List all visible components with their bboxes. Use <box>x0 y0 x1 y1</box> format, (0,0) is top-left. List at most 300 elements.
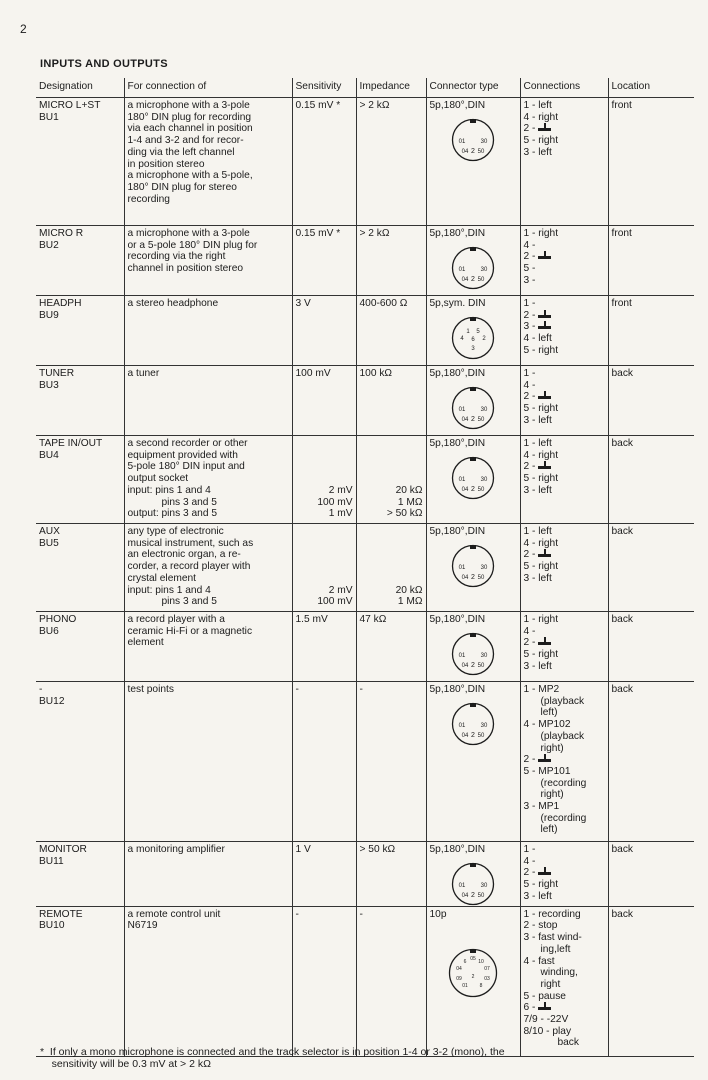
pin-label: 04 <box>461 276 469 283</box>
pin-assignment-text: 3 - left <box>523 484 552 496</box>
connector-type-cell <box>426 842 520 907</box>
pin-label: 2 <box>471 661 475 669</box>
description-line: a tuner <box>127 368 160 379</box>
din-5-pin-connector-icon <box>451 632 495 676</box>
pin-assignment-text: 5 - pause <box>523 990 566 1002</box>
sensitivity-cell <box>292 436 356 524</box>
pin-assignment <box>524 485 605 497</box>
description-line: 180° DIN plug for stereo <box>127 181 237 193</box>
pin-assignment-text: 4 - <box>523 239 536 251</box>
sensitivity-value: - <box>295 908 299 920</box>
sensitivity-value: 100 mV <box>317 596 353 608</box>
description-line: corder, a record player with <box>127 561 251 573</box>
pin-assignment <box>524 240 605 252</box>
connector-type-cell <box>426 296 520 366</box>
pin-assignment <box>524 956 605 968</box>
pin-label: 04 <box>461 732 469 739</box>
table-header-row <box>36 78 694 98</box>
connector-type-cell <box>426 612 520 682</box>
table-row <box>36 296 694 366</box>
pin-assignment-text: 5 - MP101 <box>523 765 571 777</box>
connector-type-label: 5p,180°,DIN <box>429 526 486 537</box>
location-value: back <box>611 684 634 695</box>
pin-assignment <box>524 614 605 626</box>
impedance-cell <box>356 296 426 366</box>
sensitivity-value <box>296 549 353 561</box>
impedance-value: 20 kΩ <box>395 584 423 596</box>
designation-line: BU12 <box>39 695 65 707</box>
designation-line: MICRO R <box>39 228 84 239</box>
impedance-value <box>360 538 423 550</box>
pin-assignment-text: 5 - right <box>523 561 559 573</box>
pin-assignment <box>524 538 605 550</box>
impedance-value: 100 kΩ <box>359 368 393 379</box>
pin-assignment-text: 8/10 - play <box>523 1025 572 1037</box>
connector-type-label: 5p,180°,DIN <box>429 438 486 449</box>
pin-label: 04 <box>461 892 469 899</box>
description-line: 5-pole 180° DIN input and <box>127 461 245 473</box>
impedance-value <box>360 549 423 561</box>
pin-assignment-text: left) <box>523 707 558 719</box>
pin-assignment-text: 4 - MP102 <box>523 719 571 731</box>
location-cell <box>608 296 694 366</box>
sensitivity-value <box>296 573 353 585</box>
description-line: via each channel in position <box>127 123 253 135</box>
pin-assignment <box>524 891 605 903</box>
pin-assignment-text: (playback <box>523 730 585 742</box>
sensitivity-cell <box>292 612 356 682</box>
pin-assignment-text: 5 - <box>523 263 536 275</box>
connection-of-cell <box>124 296 292 366</box>
pin-assignment-text: 4 - fast <box>523 955 555 967</box>
description-line: an electronic organ, a re- <box>127 549 241 561</box>
pin-assignment <box>524 573 605 585</box>
location-cell <box>608 612 694 682</box>
impedance-cell <box>356 436 426 524</box>
impedance-cell <box>356 612 426 682</box>
pin-assignment <box>524 321 605 333</box>
pin-label: 50 <box>477 276 485 283</box>
location-cell <box>608 682 694 842</box>
inputs-outputs-table <box>36 78 694 1057</box>
pin-assignment-text: 3 - fast wind- <box>523 932 582 944</box>
pin-label: 01 <box>458 564 466 571</box>
designation-cell <box>36 682 124 842</box>
pin-assignment-text: 3 - left <box>523 890 552 902</box>
sensitivity-value <box>296 461 353 473</box>
connection-of-cell <box>124 842 292 907</box>
din-5-pin-connector-icon <box>451 544 495 588</box>
pin-label: 8 <box>479 983 483 990</box>
pin-label: 04 <box>461 574 469 581</box>
pin-label: 04 <box>456 966 462 973</box>
ground-icon <box>538 461 551 470</box>
designation-line: BU1 <box>39 111 59 123</box>
pin-assignment-text: 2 - <box>523 754 539 766</box>
pin-label: 50 <box>477 486 485 493</box>
designation-line: BU2 <box>39 239 59 251</box>
impedance-cell <box>356 366 426 436</box>
pin-assignment-text: 2 - <box>523 123 539 135</box>
pin-assignment <box>524 345 605 357</box>
din-5-pin-connector-icon <box>451 316 495 360</box>
description-line: input: pins 1 and 4 <box>127 584 211 596</box>
pin-assignment <box>524 731 605 743</box>
pin-assignment-text: 2 - <box>523 549 539 561</box>
table-row <box>36 226 694 296</box>
designation-cell <box>36 842 124 907</box>
pin-assignment <box>524 1026 605 1038</box>
sensitivity-value: - <box>295 684 299 695</box>
pin-assignment <box>524 1014 605 1026</box>
sensitivity-value: 3 V <box>295 298 311 309</box>
description-line: a microphone with a 3-pole <box>127 228 250 239</box>
pin-assignment <box>524 473 605 485</box>
sensitivity-value <box>296 526 353 538</box>
pin-assignment <box>524 380 605 392</box>
location-value: front <box>611 228 632 239</box>
pin-assignment <box>524 368 605 380</box>
impedance-cell <box>356 842 426 907</box>
ground-icon <box>538 251 551 260</box>
pin-label: 01 <box>458 476 466 483</box>
impedance-cell <box>356 906 426 1056</box>
pin-assignment <box>524 856 605 868</box>
pin-label: 07 <box>484 966 490 973</box>
connector-type-label: 5p,180°,DIN <box>429 228 486 239</box>
pin-assignment <box>524 789 605 801</box>
pin-label: 4 <box>460 335 464 342</box>
pin-assignment-text: 3 - MP1 <box>523 801 560 813</box>
pin-assignment <box>524 310 605 322</box>
pin-label: 30 <box>480 476 488 483</box>
location-cell <box>608 98 694 226</box>
pin-label: 2 <box>471 147 475 155</box>
designation-cell <box>36 296 124 366</box>
connector-type-label: 5p,180°,DIN <box>429 100 486 111</box>
sensitivity-value: 1 V <box>295 844 311 855</box>
description-line: a microphone with a 5-pole, <box>127 170 253 182</box>
pin-assignment-text: 5 - right <box>523 879 559 891</box>
pin-label: 04 <box>461 148 469 155</box>
pin-assignment <box>524 100 605 112</box>
pin-label: 2 <box>471 731 475 739</box>
pin-label: 01 <box>458 722 466 729</box>
pin-assignment-text: 2 - <box>523 867 539 879</box>
ground-icon <box>538 867 551 876</box>
pin-assignment <box>524 649 605 661</box>
pin-assignment-text: 2 - <box>523 309 539 321</box>
description-line: 1-4 and 3-2 and for recor- <box>127 135 244 147</box>
description-line: musical instrument, such as <box>127 537 254 549</box>
designation-line: AUX <box>39 526 60 537</box>
pin-assignment-text: 5 - right <box>523 473 559 485</box>
designation-cell <box>36 226 124 296</box>
pin-label: 2 <box>482 335 486 342</box>
description-line: a record player with a <box>127 614 225 625</box>
footnote <box>40 1046 660 1070</box>
impedance-value <box>360 438 423 450</box>
description-line: pins 3 and 5 <box>127 496 217 508</box>
impedance-cell <box>356 524 426 612</box>
designation-line: - <box>39 684 43 695</box>
designation-line: TUNER <box>39 368 75 379</box>
pin-assignment <box>524 920 605 932</box>
pin-assignment-text: 5 - right <box>523 649 559 661</box>
description-line: ding via the left channel <box>127 146 235 158</box>
table-row <box>36 98 694 226</box>
description-line: a monitoring amplifier <box>127 844 225 855</box>
location-value: back <box>611 908 634 920</box>
pin-assignment <box>524 813 605 825</box>
connector-type-label: 10p <box>429 908 447 920</box>
col-header-impedance: Impedance <box>356 78 426 98</box>
description-line: a microphone with a 3-pole <box>127 100 250 111</box>
pin-assignment-text: back <box>523 1037 579 1049</box>
impedance-value: 400-600 Ω <box>359 298 408 309</box>
sensitivity-value: 1 mV <box>328 508 353 520</box>
impedance-value <box>360 573 423 585</box>
pin-assignment <box>524 549 605 561</box>
description-line: element <box>127 637 164 649</box>
ground-icon <box>538 1002 551 1011</box>
impedance-cell <box>356 226 426 296</box>
location-value: back <box>611 526 634 537</box>
sensitivity-value <box>296 473 353 485</box>
sensitivity-value: 0.15 mV * <box>295 100 341 111</box>
pin-assignment-text: 5 - right <box>523 135 559 147</box>
pin-label: 2 <box>471 485 475 493</box>
pin-assignment-text: right <box>523 978 561 990</box>
din-10-pin-connector-icon <box>448 948 498 998</box>
pin-assignment <box>524 415 605 427</box>
sensitivity-cell <box>292 906 356 1056</box>
pin-label: 3 <box>471 345 475 352</box>
connector-type-cell <box>426 906 520 1056</box>
pin-assignment-text: 4 - <box>523 379 536 391</box>
pin-label: 30 <box>480 882 488 889</box>
pin-label: 5 <box>476 328 480 335</box>
pin-assignment <box>524 561 605 573</box>
pin-assignment-text: 5 - right <box>523 344 559 356</box>
pin-assignment-text: 2 - <box>523 637 539 649</box>
pin-assignment-text: ing,left <box>523 943 571 955</box>
location-cell <box>608 524 694 612</box>
connection-of-cell <box>124 226 292 296</box>
table-row <box>36 366 694 436</box>
pin-assignment-text: 3 - left <box>523 660 552 672</box>
impedance-cell <box>356 682 426 842</box>
description-line: in position stereo <box>127 158 205 170</box>
pin-assignment <box>524 824 605 836</box>
footnote-line: sensitivity will be 0.3 mV at > 2 kΩ <box>40 1058 211 1070</box>
sensitivity-cell <box>292 842 356 907</box>
connections-cell <box>520 524 608 612</box>
pin-assignment-text: 2 - <box>523 391 539 403</box>
connections-cell <box>520 842 608 907</box>
pin-assignment <box>524 944 605 956</box>
impedance-value: 1 MΩ <box>397 596 423 608</box>
pin-label: 05 <box>470 956 476 963</box>
footnote-line: * If only a mono microphone is connected and the track selector is in position 1-4 or 3-2 (mono), the <box>40 1046 505 1058</box>
pin-assignment-text: right) <box>523 742 564 754</box>
connector-type-label: 5p,180°,DIN <box>429 684 486 695</box>
connector-type-cell <box>426 524 520 612</box>
designation-cell <box>36 98 124 226</box>
pin-assignment <box>524 251 605 263</box>
table-row <box>36 524 694 612</box>
din-5-pin-connector-icon <box>451 862 495 906</box>
designation-line: PHONO <box>39 614 77 625</box>
designation-cell <box>36 906 124 1056</box>
description-line: recording <box>127 193 170 205</box>
pin-assignment-text: left) <box>523 824 558 836</box>
pin-assignment <box>524 879 605 891</box>
pin-label: 2 <box>471 974 475 981</box>
sensitivity-value: 1.5 mV <box>295 614 328 625</box>
col-header-sensitivity: Sensitivity <box>292 78 356 98</box>
pin-assignment-text: 1 - recording <box>523 908 581 920</box>
col-header-location: Location <box>608 78 694 98</box>
description-line: input: pins 1 and 4 <box>127 484 211 496</box>
sensitivity-cell <box>292 524 356 612</box>
location-value: front <box>611 100 632 111</box>
designation-line: BU5 <box>39 537 59 549</box>
pin-label: 6 <box>463 959 467 966</box>
impedance-value <box>360 473 423 485</box>
pin-label: 30 <box>480 266 488 273</box>
connections-cell <box>520 906 608 1056</box>
pin-assignment <box>524 135 605 147</box>
pin-assignment <box>524 909 605 921</box>
connections-cell <box>520 682 608 842</box>
pin-label: 01 <box>458 406 466 413</box>
sensitivity-value <box>296 561 353 573</box>
impedance-value: - <box>359 908 363 920</box>
pin-assignment-text: 1 - left <box>523 100 552 111</box>
connections-cell <box>520 226 608 296</box>
pin-label: 6 <box>471 336 475 343</box>
description-line: a remote control unit <box>127 908 221 920</box>
description-line: any type of electronic <box>127 526 224 537</box>
designation-line: BU10 <box>39 920 65 932</box>
connector-type-label: 5p,180°,DIN <box>429 368 486 379</box>
pin-assignment <box>524 684 605 696</box>
connector-type-cell <box>426 98 520 226</box>
pin-assignment <box>524 626 605 638</box>
description-line: output: pins 3 and 5 <box>127 508 217 520</box>
sensitivity-value <box>296 538 353 550</box>
pin-assignment <box>524 766 605 778</box>
pin-assignment-text: (recording <box>523 777 587 789</box>
pin-assignment-text: 3 - <box>523 321 539 333</box>
sensitivity-cell <box>292 296 356 366</box>
sensitivity-value: 100 mV <box>295 368 331 379</box>
pin-label: 2 <box>471 415 475 423</box>
location-value: front <box>611 298 632 309</box>
pin-label: 50 <box>477 732 485 739</box>
designation-line: BU3 <box>39 379 59 391</box>
location-value: back <box>611 844 634 855</box>
pin-assignment <box>524 696 605 708</box>
connection-of-cell <box>124 524 292 612</box>
pin-assignment-text: 4 - right <box>523 449 559 461</box>
connection-of-cell <box>124 682 292 842</box>
pin-label: 1 <box>466 328 470 335</box>
pin-assignment-text: 4 - <box>523 625 536 637</box>
location-value: back <box>611 438 634 449</box>
pin-assignment-text: (playback <box>523 695 585 707</box>
pin-assignment <box>524 867 605 879</box>
pin-assignment-text: winding, <box>523 967 578 979</box>
location-cell <box>608 366 694 436</box>
sensitivity-value <box>296 450 353 462</box>
pin-assignment-text: 4 - left <box>523 333 552 345</box>
pin-assignment <box>524 932 605 944</box>
pin-assignment <box>524 707 605 719</box>
pin-label: 01 <box>458 266 466 273</box>
page-number: 2 <box>20 22 27 36</box>
pin-label: 50 <box>477 662 485 669</box>
impedance-value: 1 MΩ <box>397 496 423 508</box>
pin-assignment-text: 1 - left <box>523 438 552 449</box>
pin-label: 2 <box>471 891 475 899</box>
sensitivity-value: 2 mV <box>328 584 353 596</box>
connections-cell <box>520 612 608 682</box>
sensitivity-cell <box>292 98 356 226</box>
connection-of-cell <box>124 98 292 226</box>
impedance-value: > 2 kΩ <box>359 100 390 111</box>
location-cell <box>608 906 694 1056</box>
table-row <box>36 842 694 907</box>
pin-assignment-text: 7/9 - -22V <box>523 1014 569 1026</box>
pin-assignment <box>524 801 605 813</box>
pin-assignment <box>524 461 605 473</box>
table-row <box>36 906 694 1056</box>
designation-line: HEADPH <box>39 298 82 309</box>
pin-assignment-text: 4 - right <box>523 111 559 123</box>
pin-assignment <box>524 438 605 450</box>
pin-label: 50 <box>477 574 485 581</box>
description-line: output socket <box>127 473 189 485</box>
pin-assignment-text: 2 - <box>523 461 539 473</box>
sensitivity-cell <box>292 226 356 296</box>
din-5-pin-connector-icon <box>451 246 495 290</box>
location-cell <box>608 842 694 907</box>
pin-assignment <box>524 275 605 287</box>
pin-assignment-text: right) <box>523 789 564 801</box>
pin-assignment-text: 2 - <box>523 251 539 263</box>
designation-cell <box>36 436 124 524</box>
col-header-designation: Designation <box>36 78 124 98</box>
pin-label: 30 <box>480 652 488 659</box>
description-line: equipment provided with <box>127 449 238 461</box>
pin-assignment <box>524 1002 605 1014</box>
pin-assignment <box>524 844 605 856</box>
pin-assignment <box>524 147 605 159</box>
sensitivity-cell <box>292 682 356 842</box>
pin-assignment <box>524 754 605 766</box>
sensitivity-value: 0.15 mV * <box>295 228 341 239</box>
description-line: pins 3 and 5 <box>127 596 217 608</box>
description-line: channel in position stereo <box>127 263 244 275</box>
description-line: 180° DIN plug for recording <box>127 111 252 123</box>
pin-label: 30 <box>480 138 488 145</box>
connector-type-cell <box>426 436 520 524</box>
pin-label: 50 <box>477 416 485 423</box>
impedance-value: - <box>359 684 363 695</box>
pin-label: 30 <box>480 564 488 571</box>
